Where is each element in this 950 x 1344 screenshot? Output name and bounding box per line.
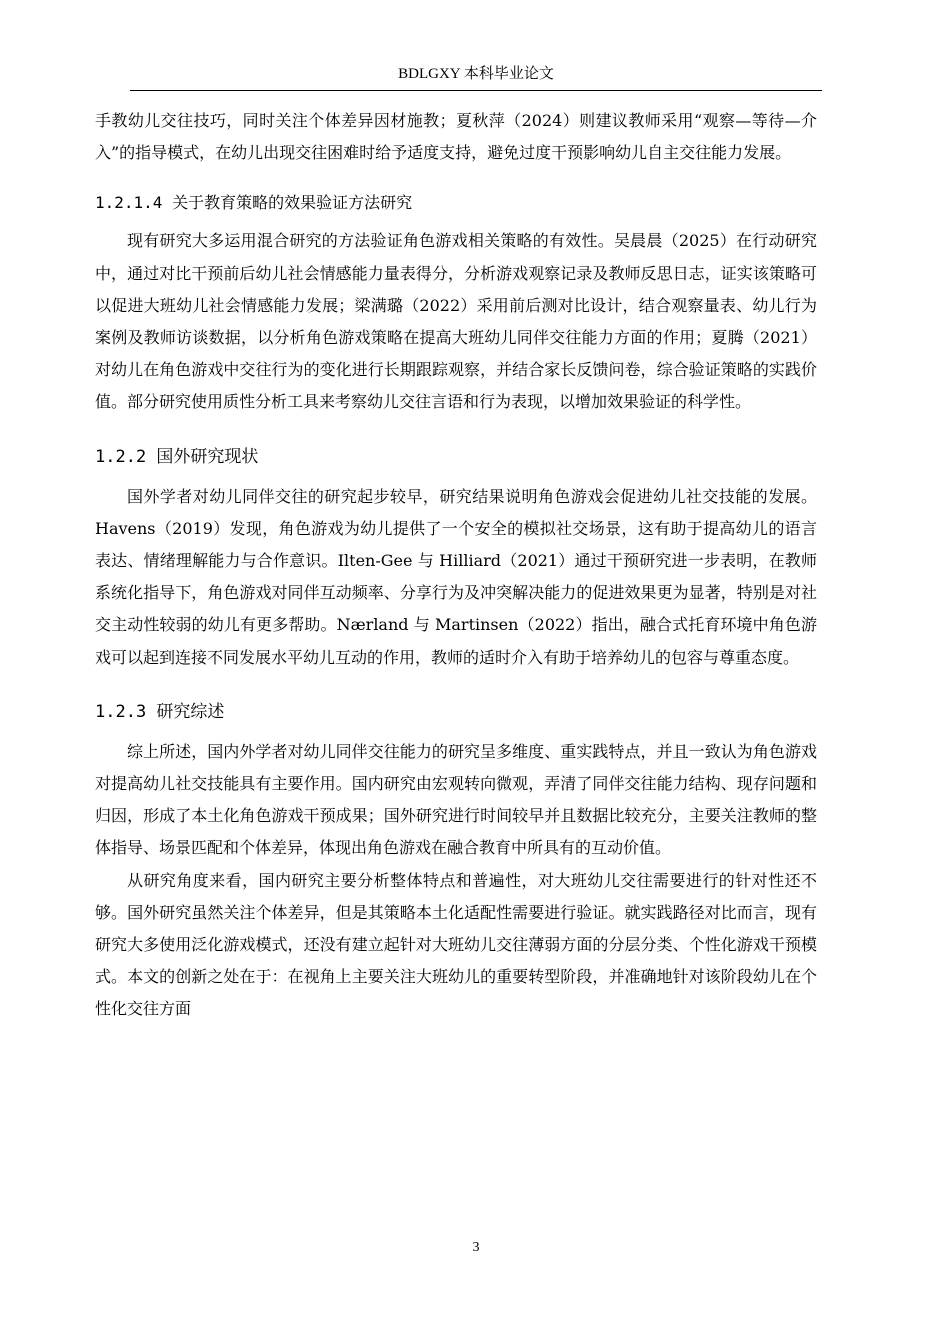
section-heading-1-2-2: 1.2.2 国外研究现状 [95, 446, 259, 467]
paragraph-research-gap: 从研究角度来看，国内研究主要分析整体特点和普遍性，对大班幼儿交往需要进行的针对性还不够。国外研究虽然关注个体差异，但是其策略本土化适配性需要进行验证。就实践路径对比而言，现有研究大多使用泛化游戏模式，还没有建立起针对大班幼儿交往薄弱方面的分层分类、个性化游戏干预模式。本文的创新之处在于：在视角上主要关注大班幼儿的重要转型阶段，并准确地针对该阶段幼儿在个性化交往方面 [95, 870, 817, 1019]
paragraph-foreign-research: 国外学者对幼儿同伴交往的研究起步较早，研究结果说明角色游戏会促进幼儿社交技能的发展。Havens（2019）发现，角色游戏为幼儿提供了一个安全的模拟社交场景，这有助于提高幼儿的语言表达、情绪理解能力与合作意识。Ilten-Gee 与 Hilliard（2021）通过干预研究进一步表明，在教师系统化指导下，角色游戏对同伴互动频率、分享行为及冲突解决能力的促进效果更为显著，特别是对社交主动性较弱的幼儿有更多帮助。Nærland 与 Martinsen（2022）指出，融合式托育环境中角色游戏可以起到连接不同发展水平幼儿互动的作用，教师的适时介入有助于培养幼儿的包容与尊重态度。 [95, 486, 817, 667]
page-header-title: BDLGXY 本科毕业论文 [398, 66, 554, 82]
paragraph-effect-validation: 现有研究大多运用混合研究的方法验证角色游戏相关策略的有效性。吴晨晨（2025）在行动研究中，通过对比干预前后幼儿社会情感能力量表得分，分析游戏观察记录及教师反思日志，证实该策略可以促进大班幼儿社会情感能力发展；梁满璐（2022）采用前后测对比设计，结合观察量表、幼儿行为案例及教师访谈数据，以分析角色游戏策略在提高大班幼儿同伴交往能力方面的作用；夏腾（2021）对幼儿在角色游戏中交往行为的变化进行长期跟踪观察，并结合家长反馈问卷，综合验证策略的实践价值。部分研究使用质性分析工具来考察幼儿交往言语和行为表现，以增加效果验证的科学性。 [95, 231, 817, 412]
document-body [95, 105, 817, 1026]
page-number: 3 [472, 1240, 480, 1255]
section-heading-1-2-1-4: 1.2.1.4 关于教育策略的效果验证方法研究 [95, 193, 413, 213]
header-divider [130, 90, 822, 91]
paragraph-review-summary: 综上所述，国内外学者对幼儿同伴交往能力的研究呈多维度、重实践特点，并且一致认为角色游戏对提高幼儿社交技能具有主要作用。国内研究由宏观转向微观，弄清了同伴交往能力结构、现存问题和归因，形成了本土化角色游戏干预成果；国外研究进行时间较早并且数据比较充分，主要关注教师的整体指导、场景匹配和个体差异，体现出角色游戏在融合教育中所具有的互动价值。 [95, 741, 817, 858]
paragraph-continued: 手教幼儿交往技巧，同时关注个体差异因材施教；夏秋萍（2024）则建议教师采用“观察—等待—介入”的指导模式，在幼儿出现交往困难时给予适度支持，避免过度干预影响幼儿自主交往能力发展。 [95, 111, 817, 163]
section-heading-1-2-3: 1.2.3 研究综述 [95, 701, 225, 722]
